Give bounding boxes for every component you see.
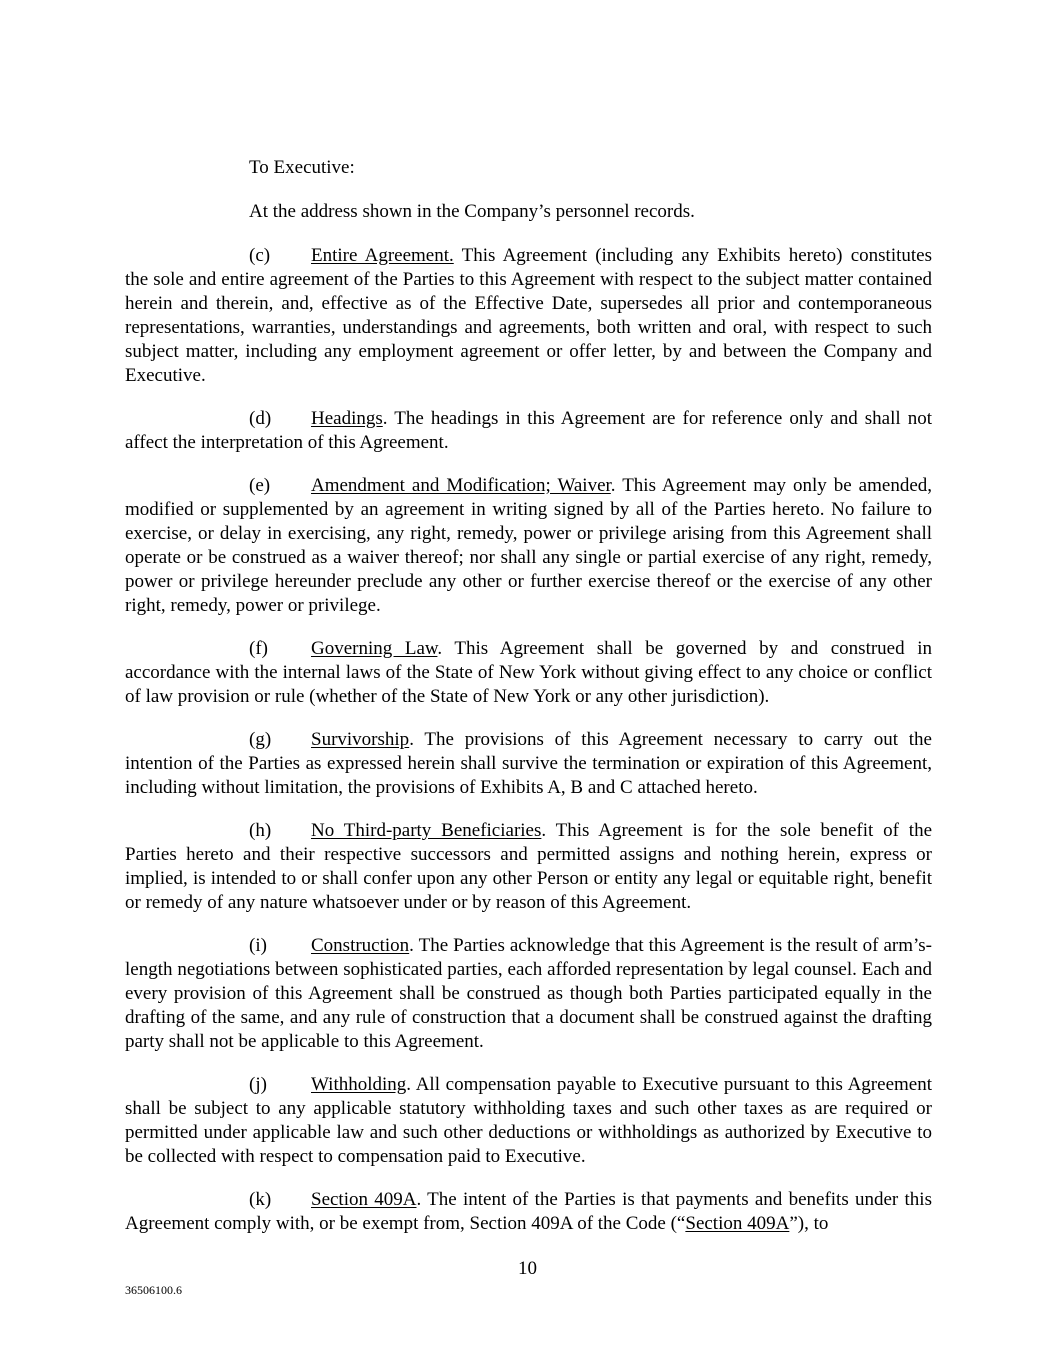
addressee-label: To Executive: [249, 157, 355, 178]
defined-term: Section 409A [685, 1213, 790, 1234]
section-d [125, 407, 932, 455]
page-number: 10 [518, 1258, 537, 1279]
section-label: (g) [249, 729, 272, 750]
section-label: (c) [249, 245, 271, 266]
section-body: . The provisions of this Agreement necessary to carry out the intention of the Parties as expressed herein shall survive the termination or expiration of this Agreement, including without limitation, the provisions of Exhibits A, B and C attached hereto. [125, 729, 932, 798]
section-heading: Construction [311, 935, 410, 956]
section-f [125, 637, 932, 709]
section-body: . This Agreement may only be amended, modified or supplemented by an agreement in writing signed by all of the Parties hereto. No failure to exercise, or delay in exercising, any right, remedy, power or privilege arising from this Agreement shall operate or be construed as a waiver thereof; nor shall any single or partial exercise of any right, remedy, power or privilege hereunder preclude any other or further exercise thereof or the exercise of any other right, remedy, power or privilege. [125, 475, 932, 616]
section-heading: Survivorship [311, 729, 410, 750]
section-g [125, 728, 932, 800]
section-body: . The Parties acknowledge that this Agreement is the result of arm’s-length negotiations between sophisticated parties, each afforded representation by legal counsel. Each and every provision of this Agreement shall be construed as though both Parties participated equally in the drafting of the same, and any rule of construction that a document shall be construed against the drafting party shall not be applicable to this Agreement. [125, 935, 932, 1052]
section-heading: Withholding [311, 1074, 407, 1095]
document-id: 36506100.6 [125, 1283, 182, 1297]
section-label: (f) [249, 638, 268, 659]
section-heading: Section 409A [311, 1189, 417, 1210]
section-body: . All compensation payable to Executive pursuant to this Agreement shall be subject to any applicable statutory withholding taxes and such other taxes as are required or permitted under applicable law and such other deductions or withholdings as authorized by Executive to be collected with respect to compensation paid to Executive. [125, 1074, 932, 1167]
section-label: (i) [249, 935, 267, 956]
section-body: . The headings in this Agreement are for reference only and shall not affect the interpretation of this Agreement. [125, 408, 932, 453]
section-heading: Entire Agreement. [311, 245, 454, 266]
section-heading: Amendment and Modification; Waiver [311, 475, 611, 496]
section-j [125, 1073, 932, 1169]
section-body: . The intent of the Parties is that payments and benefits under this Agreement comply with, or be exempt from, Section 409A of the Code (“ [125, 1189, 932, 1234]
section-i [125, 934, 932, 1054]
section-e [125, 474, 932, 618]
section-label: (h) [249, 820, 272, 841]
section-k [125, 1188, 932, 1236]
addressee-address: At the address shown in the Company’s personnel records. [249, 201, 695, 222]
section-h [125, 819, 932, 915]
section-label: (k) [249, 1189, 272, 1210]
section-c [125, 244, 932, 388]
section-label: (d) [249, 408, 272, 429]
section-heading: Governing Law [311, 638, 438, 659]
section-body-continued: ”), to [789, 1213, 829, 1234]
section-heading: Headings [311, 408, 383, 429]
section-body: . This Agreement shall be governed by and construed in accordance with the internal laws of the State of New York without giving effect to any choice or conflict of law provision or rule (whether of the State of New York or any other jurisdiction). [125, 638, 932, 707]
section-label: (e) [249, 475, 271, 496]
document-page [125, 156, 932, 1255]
section-heading: No Third-party Beneficiaries [311, 820, 542, 841]
section-body: This Agreement (including any Exhibits hereto) constitutes the sole and entire agreement of the Parties to this Agreement with respect to the subject matter contained herein and therein, and, effective as of the Effective Date, supersedes all prior and contemporaneous representations, warranties, understandings and agreements, both written and oral, with respect to such subject matter, including any employment agreement or offer letter, by and between the Company and Executive. [125, 245, 932, 386]
section-body: . This Agreement is for the sole benefit of the Parties hereto and their respective successors and permitted assigns and nothing herein, express or implied, is intended to or shall confer upon any other Person or entity any legal or equitable right, benefit or remedy of any nature whatsoever under or by reason of this Agreement. [125, 820, 933, 913]
section-label: (j) [249, 1074, 267, 1095]
